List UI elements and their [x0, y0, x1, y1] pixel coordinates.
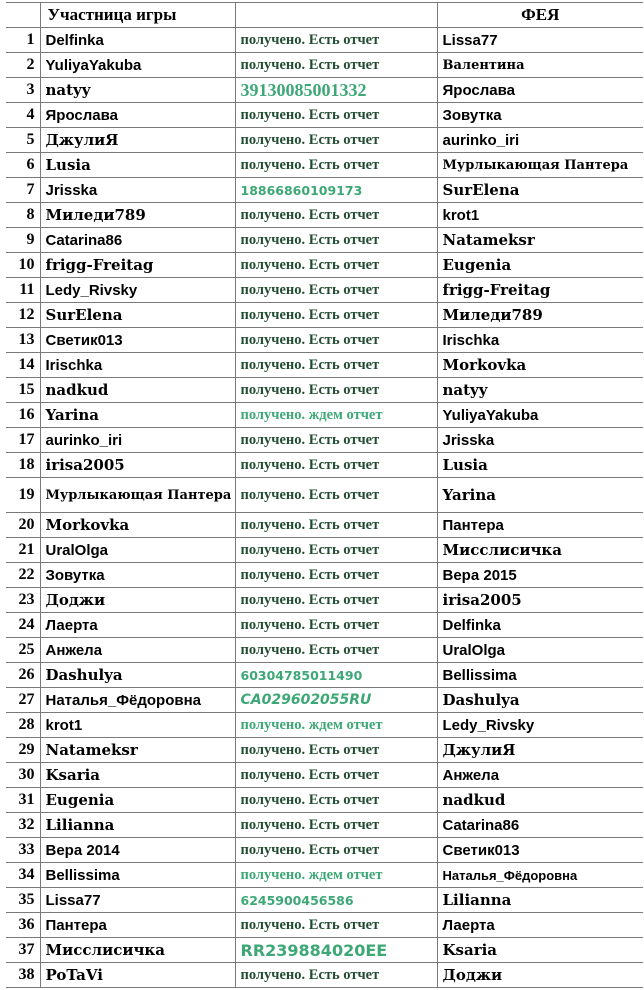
header-participant: Участница игры	[40, 3, 235, 28]
table-row	[6, 688, 643, 713]
fairy-name: Светик013	[437, 838, 643, 863]
fairy-name: Пантера	[437, 513, 643, 538]
participant-name: krot1	[40, 713, 235, 738]
participant-name: irisa2005	[40, 453, 235, 478]
row-number: 10	[6, 253, 40, 278]
fairy-name: natyy	[437, 378, 643, 403]
table-row	[6, 738, 643, 763]
participant-name: Мисслисичка	[40, 938, 235, 963]
row-number: 2	[6, 53, 40, 78]
table-row	[6, 888, 643, 913]
status-cell: получено. Есть отчет	[235, 153, 437, 178]
participant-name: Доджи	[40, 588, 235, 613]
fairy-name: aurinko_iri	[437, 128, 643, 153]
participant-name: Лаерта	[40, 613, 235, 638]
row-number: 21	[6, 538, 40, 563]
table-row	[6, 613, 643, 638]
row-number: 3	[6, 78, 40, 103]
fairy-name: SurElena	[437, 178, 643, 203]
table-row	[6, 638, 643, 663]
status-cell: получено. Есть отчет	[235, 613, 437, 638]
participant-name: Bellissima	[40, 863, 235, 888]
status-cell: получено. Есть отчет	[235, 963, 437, 988]
participant-name: Natameksr	[40, 738, 235, 763]
participant-name: Lilianna	[40, 813, 235, 838]
row-number: 37	[6, 938, 40, 963]
fairy-name: Yarina	[437, 478, 643, 513]
fairy-name: Lilianna	[437, 888, 643, 913]
status-cell: получено. Есть отчет	[235, 588, 437, 613]
table-row	[6, 713, 643, 738]
participant-name: ДжулиЯ	[40, 128, 235, 153]
table-row	[6, 403, 643, 428]
row-number: 1	[6, 28, 40, 53]
fairy-name: Lissa77	[437, 28, 643, 53]
participant-name: Ярослава	[40, 103, 235, 128]
fairy-name: Валентина	[437, 53, 643, 78]
participant-name: YuliyaYakuba	[40, 53, 235, 78]
participant-name: nadkud	[40, 378, 235, 403]
table-row	[6, 663, 643, 688]
fairy-name: Ksaria	[437, 938, 643, 963]
fairy-name: Доджи	[437, 963, 643, 988]
status-cell: получено. Есть отчет	[235, 228, 437, 253]
fairy-name: Наталья_Фёдоровна	[437, 863, 643, 888]
table-row	[6, 838, 643, 863]
table-row	[6, 28, 643, 53]
table-row	[6, 203, 643, 228]
status-cell: получено. Есть отчет	[235, 538, 437, 563]
status-cell: получено. ждем отчет	[235, 863, 437, 888]
row-number: 20	[6, 513, 40, 538]
row-number: 26	[6, 663, 40, 688]
row-number: 24	[6, 613, 40, 638]
row-number: 27	[6, 688, 40, 713]
table-row	[6, 863, 643, 888]
row-number: 6	[6, 153, 40, 178]
participant-name: Вера 2014	[40, 838, 235, 863]
status-cell: получено. Есть отчет	[235, 478, 437, 513]
table-row	[6, 103, 643, 128]
status-cell: получено. Есть отчет	[235, 303, 437, 328]
table-row	[6, 428, 643, 453]
fairy-name: Eugenia	[437, 253, 643, 278]
participant-name: Мурлыкающая Пантера	[40, 478, 235, 513]
participant-name: SurElena	[40, 303, 235, 328]
participant-name: natyy	[40, 78, 235, 103]
status-cell: 6245900456586	[235, 888, 437, 913]
participant-name: Наталья_Фёдоровна	[40, 688, 235, 713]
participant-name: Lissa77	[40, 888, 235, 913]
header-fairy: ФЕЯ	[437, 3, 643, 28]
participant-name: Ledy_Rivsky	[40, 278, 235, 303]
participant-name: Dashulya	[40, 663, 235, 688]
row-number: 19	[6, 478, 40, 513]
table-row	[6, 938, 643, 963]
table-row	[6, 353, 643, 378]
fairy-name: Bellissima	[437, 663, 643, 688]
status-cell: получено. Есть отчет	[235, 53, 437, 78]
participant-name: Светик013	[40, 328, 235, 353]
row-number: 34	[6, 863, 40, 888]
row-number: 36	[6, 913, 40, 938]
status-cell: 60304785011490	[235, 663, 437, 688]
row-number: 9	[6, 228, 40, 253]
status-cell: получено. Есть отчет	[235, 278, 437, 303]
row-number: 29	[6, 738, 40, 763]
status-cell: получено. Есть отчет	[235, 513, 437, 538]
participant-name: Irischka	[40, 353, 235, 378]
table-row	[6, 378, 643, 403]
participant-name: Catarina86	[40, 228, 235, 253]
status-cell: получено. ждем отчет	[235, 713, 437, 738]
status-cell: получено. Есть отчет	[235, 453, 437, 478]
fairy-name: Ledy_Rivsky	[437, 713, 643, 738]
row-number: 30	[6, 763, 40, 788]
fairy-name: ДжулиЯ	[437, 738, 643, 763]
fairy-name: Вера 2015	[437, 563, 643, 588]
status-cell: получено. Есть отчет	[235, 253, 437, 278]
table-row	[6, 453, 643, 478]
participant-name: Ksaria	[40, 763, 235, 788]
row-number: 33	[6, 838, 40, 863]
table-row	[6, 788, 643, 813]
fairy-name: Delfinka	[437, 613, 643, 638]
participant-name: aurinko_iri	[40, 428, 235, 453]
row-number: 15	[6, 378, 40, 403]
row-number: 8	[6, 203, 40, 228]
fairy-name: Мурлыкающая Пантера	[437, 153, 643, 178]
status-cell: 18866860109173	[235, 178, 437, 203]
status-cell: получено. Есть отчет	[235, 353, 437, 378]
participant-name: frigg-Freitag	[40, 253, 235, 278]
row-number: 22	[6, 563, 40, 588]
row-number: 5	[6, 128, 40, 153]
row-number: 13	[6, 328, 40, 353]
fairy-name: Миледи789	[437, 303, 643, 328]
row-number: 16	[6, 403, 40, 428]
fairy-name: Irischka	[437, 328, 643, 353]
row-number: 31	[6, 788, 40, 813]
participant-name: PoTaVi	[40, 963, 235, 988]
fairy-name: krot1	[437, 203, 643, 228]
table-row	[6, 478, 643, 513]
status-cell: получено. Есть отчет	[235, 28, 437, 53]
fairy-name: nadkud	[437, 788, 643, 813]
table-row	[6, 913, 643, 938]
status-cell: получено. Есть отчет	[235, 328, 437, 353]
participant-name: Анжела	[40, 638, 235, 663]
participant-name: UralOlga	[40, 538, 235, 563]
fairy-name: Natameksr	[437, 228, 643, 253]
fairy-name: UralOlga	[437, 638, 643, 663]
participant-name: Пантера	[40, 913, 235, 938]
row-number: 32	[6, 813, 40, 838]
fairy-name: frigg-Freitag	[437, 278, 643, 303]
table-row	[6, 588, 643, 613]
header-row	[6, 3, 643, 28]
table-row	[6, 153, 643, 178]
status-cell: получено. Есть отчет	[235, 638, 437, 663]
status-cell: 39130085001332	[235, 78, 437, 103]
fairy-name: Catarina86	[437, 813, 643, 838]
table-row	[6, 278, 643, 303]
fairy-name: Анжела	[437, 763, 643, 788]
table-row	[6, 178, 643, 203]
fairy-name: Ярослава	[437, 78, 643, 103]
table-row	[6, 328, 643, 353]
header-index	[6, 3, 40, 28]
game-report-table	[6, 2, 643, 988]
participant-name: Eugenia	[40, 788, 235, 813]
status-cell: получено. Есть отчет	[235, 563, 437, 588]
status-cell: получено. ждем отчет	[235, 403, 437, 428]
table-row	[6, 53, 643, 78]
status-cell: получено. Есть отчет	[235, 813, 437, 838]
participant-name: Yarina	[40, 403, 235, 428]
row-number: 35	[6, 888, 40, 913]
row-number: 11	[6, 278, 40, 303]
table-row	[6, 128, 643, 153]
table-row	[6, 563, 643, 588]
row-number: 25	[6, 638, 40, 663]
status-cell: получено. Есть отчет	[235, 428, 437, 453]
table-row	[6, 763, 643, 788]
status-cell: получено. Есть отчет	[235, 738, 437, 763]
table-header	[6, 3, 643, 28]
row-number: 17	[6, 428, 40, 453]
header-status	[235, 3, 437, 28]
fairy-name: Morkovka	[437, 353, 643, 378]
participant-name: Миледи789	[40, 203, 235, 228]
fairy-name: irisa2005	[437, 588, 643, 613]
status-cell: получено. Есть отчет	[235, 763, 437, 788]
table-row	[6, 228, 643, 253]
table-row	[6, 513, 643, 538]
table-row	[6, 253, 643, 278]
table-row	[6, 963, 643, 988]
status-cell: CA029602055RU	[235, 688, 437, 713]
table-row	[6, 78, 643, 103]
status-cell: получено. Есть отчет	[235, 128, 437, 153]
table-row	[6, 303, 643, 328]
fairy-name: YuliyaYakuba	[437, 403, 643, 428]
row-number: 14	[6, 353, 40, 378]
status-cell: получено. Есть отчет	[235, 913, 437, 938]
status-cell: получено. Есть отчет	[235, 103, 437, 128]
participant-name: Morkovka	[40, 513, 235, 538]
status-cell: получено. Есть отчет	[235, 378, 437, 403]
row-number: 38	[6, 963, 40, 988]
fairy-name: Мисслисичка	[437, 538, 643, 563]
status-cell: получено. Есть отчет	[235, 788, 437, 813]
fairy-name: Зовутка	[437, 103, 643, 128]
participant-name: Jrisska	[40, 178, 235, 203]
row-number: 23	[6, 588, 40, 613]
fairy-name: Jrisska	[437, 428, 643, 453]
fairy-name: Dashulya	[437, 688, 643, 713]
table-row	[6, 538, 643, 563]
participant-name: Lusia	[40, 153, 235, 178]
row-number: 7	[6, 178, 40, 203]
table-body	[6, 28, 643, 988]
table-row	[6, 813, 643, 838]
status-cell: получено. Есть отчет	[235, 203, 437, 228]
row-number: 12	[6, 303, 40, 328]
row-number: 28	[6, 713, 40, 738]
fairy-name: Лаерта	[437, 913, 643, 938]
row-number: 18	[6, 453, 40, 478]
status-cell: RR239884020EE	[235, 938, 437, 963]
participant-name: Delfinka	[40, 28, 235, 53]
status-cell: получено. Есть отчет	[235, 838, 437, 863]
row-number: 4	[6, 103, 40, 128]
participant-name: Зовутка	[40, 563, 235, 588]
fairy-name: Lusia	[437, 453, 643, 478]
